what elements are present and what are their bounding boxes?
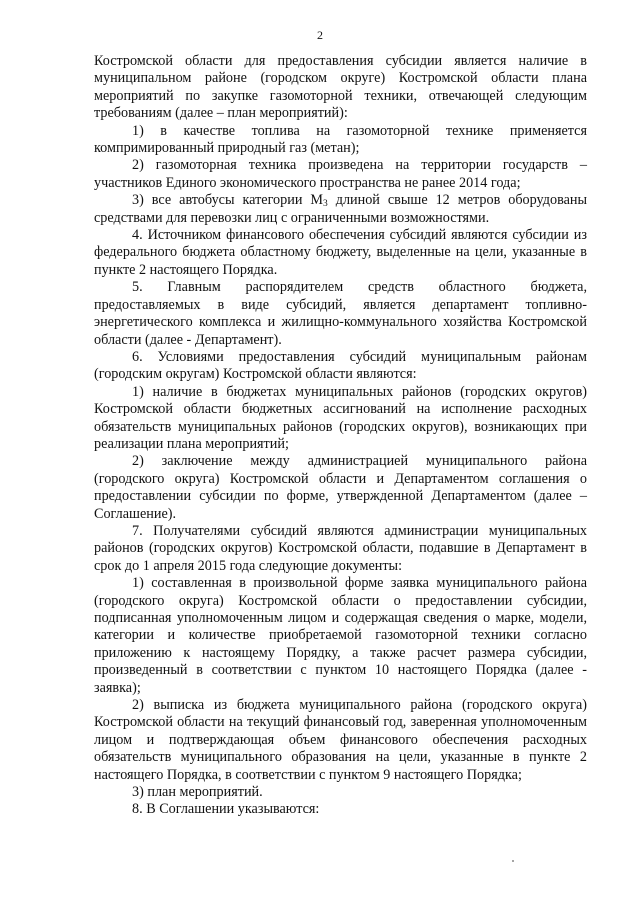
page-number: 2 [317, 28, 323, 42]
category-subscript: 3 [323, 199, 328, 210]
paragraph-item-8: 8. В Соглашении указываются: [132, 801, 320, 818]
scan-speck [512, 860, 514, 862]
paragraph-item-6: 6. Условиями предоставления субсидий муниципальным районам (городским округам) Костромской области являются: [94, 348, 587, 383]
paragraph-item-5: 5. Главным распорядителем средств областного бюджета, предоставляемых в виде субсидий, является департамент топливно-энергетического комплекса и жилищно-коммунального хозяйства Костромской области (далее - Департамент). [94, 279, 587, 348]
paragraph-requirement-3 [94, 192, 587, 227]
paragraph-requirement-1: 1) в качестве топлива на газомоторной технике применяется компримированный природный газ (метан); [94, 122, 587, 157]
paragraph-document-3: 3) план мероприятий. [132, 784, 263, 801]
paragraph-condition-1: 1) наличие в бюджетах муниципальных районов (городских округов) Костромской области бюджетных ассигнований на исполнение расходных обязательств муниципальных районов (городских округов), возникающих при реализации плана мероприятий; [94, 383, 587, 452]
paragraph-item-7: 7. Получателями субсидий являются администрации муниципальных районов (городских округов) Костромской области, подавшие в Департамент в срок до 1 апреля 2015 года следующие документы: [94, 522, 587, 574]
paragraph-item-4: 4. Источником финансового обеспечения субсидий являются субсидии из федерального бюджета областному бюджету, выделенные на цели, указанные в пункте 2 настоящего Порядка. [94, 227, 587, 278]
paragraph-requirement-2: 2) газомоторная техника произведена на территории государств – участников Единого экономического пространства не ранее 2014 года; [94, 157, 587, 191]
paragraph-document-2: 2) выписка из бюджета муниципального района (городского округа) Костромской области на текущий финансовый год, заверенная уполномоченным лицом и подтверждающая объем финансового обеспечения расходных обязательств муниципального образования на цели, указанные в пункте 2 настоящего Порядка, в соответствии с пунктом 9 настоящего Порядка; [94, 697, 587, 783]
paragraph-continuation: Костромской области для предоставления субсидии является наличие в муниципальном районе (городском округе) Костромской области плана мероприятий по закупке газомоторной техники, отвечающей следующим требованиям (далее – план мероприятий): [94, 53, 587, 122]
document-body [94, 53, 587, 819]
paragraph-requirement-3-text-after: длиной свыше 12 метров оборудованы средствами для перевозки лиц с ограниченными возможностями. [94, 192, 588, 226]
paragraph-requirement-3-text: 3) все автобусы категории M [132, 192, 323, 209]
paragraph-document-1: 1) составленная в произвольной форме заявка муниципального района (городского округа) Костромской области о предоставлении субсидии, подписанная уполномоченным лицом и содержащая сведения о марке, модели, категории и количестве приобретаемой газомоторной техники согласно приложению к настоящему Порядку, а также расчет размера субсидии, произведенный в соответствии с пунктом 10 настоящего Порядка (далее - заявка); [94, 575, 587, 696]
paragraph-condition-2: 2) заключение между администрацией муниципального района (городского округа) Костромской области и Департаментом соглашения о предоставлении субсидии по форме, утвержденной Департаментом (далее – Соглашение). [94, 453, 587, 522]
